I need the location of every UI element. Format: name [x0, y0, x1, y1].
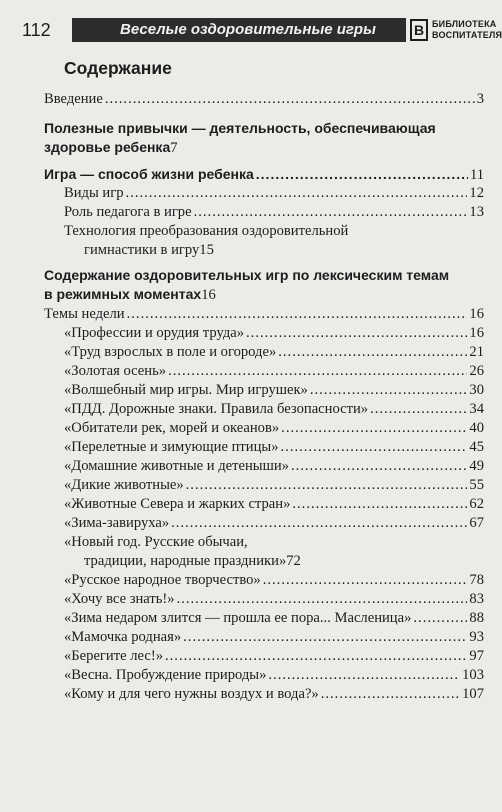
toc-entry	[44, 324, 484, 343]
toc-entry-page: 45	[469, 439, 484, 455]
leader-dots	[263, 571, 468, 590]
toc-entry-title: Темы недели	[44, 306, 125, 322]
toc-entry-title: «Дикие животные»	[64, 477, 184, 493]
toc-entry	[44, 476, 484, 495]
toc-entry-title: «Весна. Пробуждение природы»	[64, 667, 267, 683]
toc-entry	[44, 571, 484, 590]
toc-entry-page: 83	[469, 591, 484, 607]
series-logo-block	[410, 16, 502, 44]
leader-dots	[292, 495, 467, 514]
toc-entry	[44, 628, 484, 647]
leader-dots	[256, 165, 468, 184]
toc-entry	[44, 362, 484, 381]
leader-dots	[186, 476, 468, 495]
toc-entry	[44, 203, 484, 222]
leader-dots	[171, 514, 467, 533]
toc-entry-title: «Волшебный мир игры. Мир игрушек»	[64, 382, 308, 398]
toc-entry-page: 30	[469, 382, 484, 398]
toc-entry-page: 3	[476, 91, 484, 107]
series-name	[432, 19, 502, 41]
toc-entry	[44, 184, 484, 203]
toc-entry-title: традиции, народные праздники»	[84, 553, 287, 569]
toc-entry	[44, 590, 484, 609]
toc-entry-title: Игра — способ жизни ребенка	[44, 166, 254, 182]
toc-entry	[44, 419, 484, 438]
toc-entry-page: 107	[462, 686, 484, 702]
toc-entry-title-line1: Полезные привычки — деятельность, обеспечивающая	[44, 120, 436, 136]
toc-entry-page: 16	[469, 325, 484, 341]
toc-entry-title: «Кому и для чего нужны воздух и вода?»	[64, 686, 319, 702]
leader-dots	[310, 381, 468, 400]
toc-entry-title: «Зима недаром злится — прошла ее пора... Масленица»	[64, 610, 412, 626]
leader-dots	[194, 203, 468, 222]
series-name-line1: БИБЛИОТЕКА	[432, 19, 497, 29]
toc-entry-page: 103	[462, 667, 484, 683]
toc-entry-page: 55	[469, 477, 484, 493]
toc-entry-page: 7	[170, 140, 178, 156]
toc-entry-title: «Русское народное творчество»	[64, 572, 261, 588]
leader-dots	[183, 628, 467, 647]
toc-entry	[44, 165, 484, 184]
leader-dots	[126, 184, 468, 203]
leader-dots	[105, 90, 475, 109]
toc-entry-title: здоровье ребенка	[44, 139, 171, 155]
toc-entry-page: 15	[199, 242, 214, 258]
toc-entry-title: «Обитатели рек, морей и океанов»	[64, 420, 280, 436]
toc-entry	[44, 400, 484, 419]
toc-entry-page: 16	[201, 287, 216, 303]
leader-dots	[168, 362, 467, 381]
series-name-line2: ВОСПИТАТЕЛЯ	[432, 30, 502, 40]
toc-entry-page: 34	[469, 401, 484, 417]
toc-entry-title: Роль педагога в игре	[64, 204, 192, 220]
leader-dots	[278, 343, 467, 362]
toc-entry	[44, 685, 484, 704]
toc-entry-page: 16	[469, 306, 484, 322]
toc-entry	[44, 609, 484, 628]
toc-entry	[44, 666, 484, 685]
toc-entry-title: «Профессии и орудия труда»	[64, 325, 245, 341]
toc-entry-title: «ПДД. Дорожные знаки. Правила безопасности»	[64, 401, 369, 417]
toc-entry-page: 49	[469, 458, 484, 474]
toc-entry	[44, 647, 484, 666]
leader-dots	[321, 685, 460, 704]
toc-entry-title: «Животные Севера и жарких стран»	[64, 496, 291, 512]
table-of-contents	[44, 90, 484, 704]
toc-entry-title-line1: Технология преобразования оздоровительной	[64, 223, 349, 239]
toc-entry	[44, 305, 484, 324]
toc-entry-title: «Хочу все знать!»	[64, 591, 175, 607]
toc-entry-title: гимнастики в игру	[84, 242, 200, 258]
toc-entry	[44, 222, 484, 260]
toc-entry	[44, 533, 484, 571]
toc-entry-page: 72	[286, 553, 301, 569]
contents-title: Содержание	[64, 58, 172, 78]
toc-entry-page: 40	[469, 420, 484, 436]
toc-entry-title: «Берегите лес!»	[64, 648, 163, 664]
page-header	[22, 16, 502, 44]
series-logo-icon: В	[410, 19, 428, 41]
toc-entry-page: 13	[469, 204, 484, 220]
toc-entry-title: «Мамочка родная»	[64, 629, 182, 645]
toc-entry-page: 93	[469, 629, 484, 645]
toc-entry-page: 26	[469, 363, 484, 379]
toc-entry-title-line1: Содержание оздоровительных игр по лексическим темам	[44, 267, 450, 283]
toc-entry	[44, 514, 484, 533]
leader-dots	[177, 590, 468, 609]
toc-entry-page: 97	[469, 648, 484, 664]
toc-entry-page: 88	[469, 610, 484, 626]
toc-entry-title: «Золотая осень»	[64, 363, 167, 379]
leader-dots	[268, 666, 460, 685]
toc-entry	[44, 90, 484, 109]
toc-entry-title: в режимных моментах	[44, 286, 202, 302]
leader-dots	[165, 647, 467, 666]
toc-entry-title: «Перелетные и зимующие птицы»	[64, 439, 279, 455]
toc-entry-title-line1: «Новый год. Русские обычаи,	[64, 534, 248, 550]
toc-entry-title: Введение	[44, 91, 103, 107]
toc-entry-page: 21	[469, 344, 484, 360]
toc-entry-title: «Зима-завируха»	[64, 515, 170, 531]
toc-entry-page: 62	[469, 496, 484, 512]
leader-dots	[127, 305, 468, 324]
toc-entry-page: 11	[469, 167, 484, 183]
toc-entry	[44, 119, 484, 158]
toc-entry-title: «Домашние животные и детеныши»	[64, 458, 289, 474]
toc-entry-page: 78	[469, 572, 484, 588]
toc-entry-title: Виды игр	[64, 185, 124, 201]
toc-entry	[44, 381, 484, 400]
toc-entry	[44, 266, 484, 305]
leader-dots	[281, 419, 467, 438]
leader-dots	[281, 438, 468, 457]
leader-dots	[413, 609, 467, 628]
toc-entry	[44, 457, 484, 476]
toc-entry	[44, 438, 484, 457]
running-title: Веселые оздоровительные игры	[72, 18, 406, 42]
leader-dots	[370, 400, 467, 419]
toc-entry-page: 67	[469, 515, 484, 531]
toc-entry	[44, 495, 484, 514]
toc-entry	[44, 343, 484, 362]
toc-entry-title: «Труд взрослых в поле и огороде»	[64, 344, 277, 360]
leader-dots	[246, 324, 467, 343]
leader-dots	[291, 457, 467, 476]
toc-entry-page: 12	[469, 185, 484, 201]
page-number: 112	[22, 20, 51, 40]
